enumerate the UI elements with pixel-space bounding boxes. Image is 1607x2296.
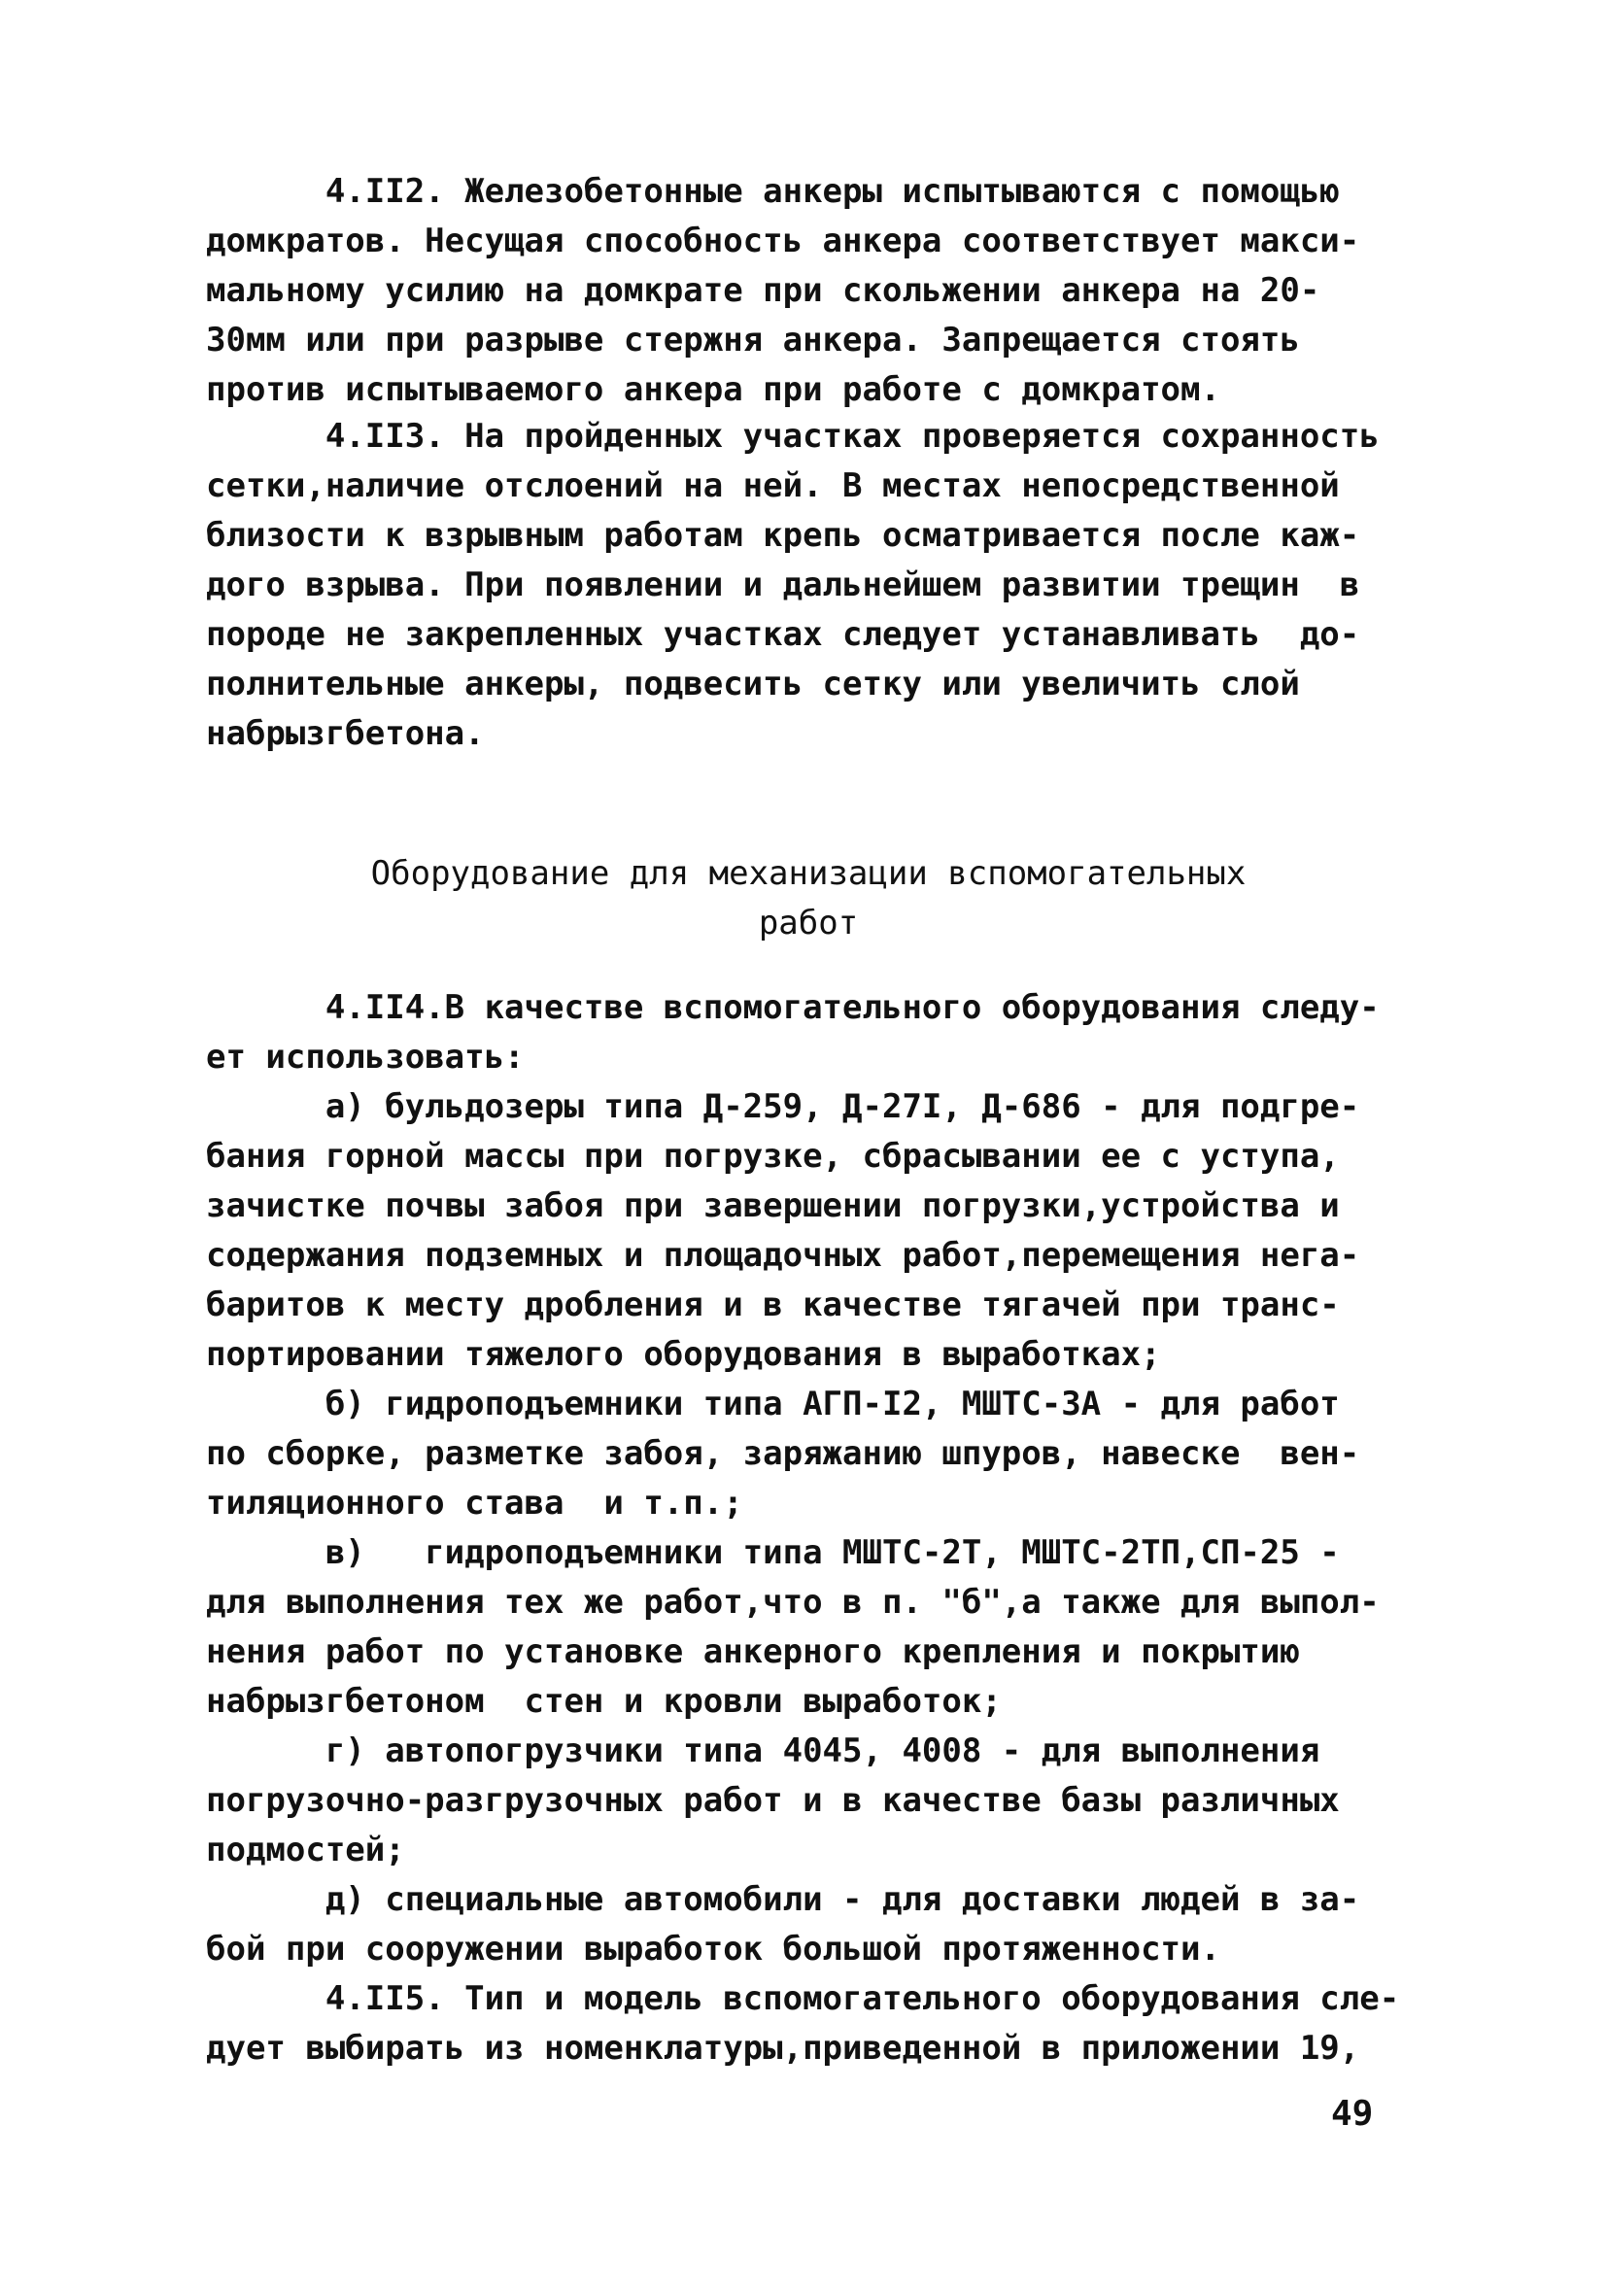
- section-heading: [206, 849, 1411, 948]
- text-line: набрызгбетона.: [206, 714, 485, 753]
- text-line: домкратов. Несущая способность анкера соответствует макси-: [206, 222, 1360, 260]
- text-line: 30мм или при разрыве стержня анкера. Запрещается стоять: [206, 321, 1300, 360]
- text-line: зачистке почвы забоя при завершении погрузки,устройства и: [206, 1186, 1340, 1225]
- section-body: [206, 983, 1411, 2073]
- text-line: дует выбирать из номенклатуры,приведенной в приложении 19,: [206, 2029, 1360, 2068]
- text-line: 4.II3. На пройденных участках проверяется сохранность: [206, 417, 1380, 456]
- text-line: 4.II4.В качестве вспомогательного оборудования следу-: [206, 988, 1380, 1027]
- text-line: портировании тяжелого оборудования в выработках;: [206, 1335, 1161, 1374]
- text-line: близости к взрывным работам крепь осматривается после каж-: [206, 516, 1360, 555]
- text-line: ет использовать:: [206, 1038, 525, 1077]
- text-line: в) гидроподъемники типа МШТС-2Т, МШТС-2ТП,СП-25 -: [206, 1533, 1340, 1572]
- page-number: 49: [1331, 2094, 1374, 2134]
- text-line: д) специальные автомобили - для доставки людей в за-: [206, 1880, 1360, 1919]
- text-line: полнительные анкеры, подвесить сетку или увеличить слой: [206, 665, 1300, 703]
- text-line: тиляционного става и т.п.;: [206, 1484, 743, 1523]
- paragraph-4-113: [206, 412, 1411, 759]
- text-line: мальному усилию на домкрате при скольжении анкера на 20-: [206, 271, 1320, 310]
- text-line: г) автопогрузчики типа 4045, 4008 - для выполнения: [206, 1731, 1320, 1770]
- text-line: 4.II5. Тип и модель вспомогательного оборудования сле-: [206, 1979, 1400, 2018]
- text-line: нения работ по установке анкерного крепления и покрытию: [206, 1632, 1300, 1671]
- text-line: содержания подземных и площадочных работ,перемещения нега-: [206, 1236, 1360, 1275]
- text-line: против испытываемого анкера при работе с домкратом.: [206, 370, 1220, 409]
- text-line: а) бульдозеры типа Д-259, Д-27I, Д-686 - для подгре-: [206, 1087, 1360, 1126]
- text-line: б) гидроподъемники типа АГП-I2, МШТС-3А - для работ: [206, 1385, 1340, 1423]
- text-line: по сборке, разметке забоя, заряжанию шпуров, навеске вен-: [206, 1434, 1360, 1473]
- text-line: бания горной массы при погрузке, сбрасывании ее с уступа,: [206, 1137, 1340, 1176]
- text-line: бой при сооружении выработок большой протяженности.: [206, 1930, 1220, 1969]
- text-line: погрузочно-разгрузочных работ и в качестве базы различных: [206, 1781, 1340, 1820]
- text-line: сетки,наличие отслоений на ней. В местах непосредственной: [206, 466, 1340, 505]
- heading-line: работ: [758, 904, 859, 942]
- text-line: 4.II2. Железобетонные анкеры испытываются с помощью: [206, 172, 1340, 211]
- text-line: подмостей;: [206, 1831, 405, 1869]
- text-line: баритов к месту дробления и в качестве тягачей при транс-: [206, 1285, 1340, 1324]
- text-line: для выполнения тех же работ,что в п. "б",а также для выпол-: [206, 1583, 1380, 1622]
- text-line: дого взрыва. При появлении и дальнейшем развитии трещин в: [206, 565, 1360, 604]
- paragraph-4-112: [206, 167, 1411, 415]
- text-line: набрызгбетоном стен и кровли выработок;: [206, 1682, 1002, 1721]
- heading-line: Оборудование для механизации вспомогательных: [370, 854, 1247, 893]
- text-line: породе не закрепленных участках следует устанавливать до-: [206, 615, 1360, 654]
